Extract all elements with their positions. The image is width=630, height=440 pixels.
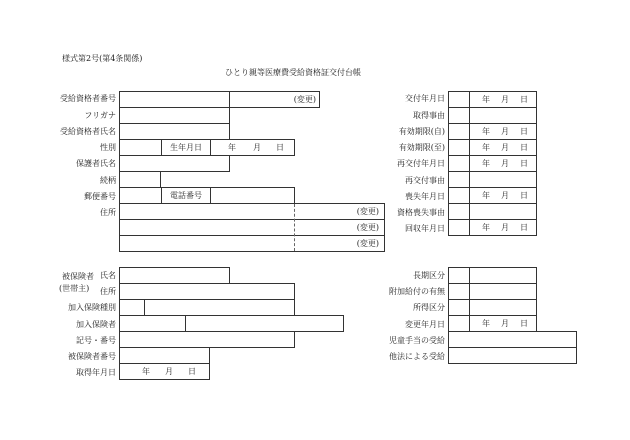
field-income-class[interactable] (448, 299, 537, 316)
label-loss-reason: 資格喪失事由 (397, 208, 445, 217)
label-valid-to: 有効期限(至) (398, 143, 445, 152)
field-reissue-reason[interactable] (448, 171, 537, 188)
month-unit: 月 (501, 191, 509, 200)
label-recipient-name: 受給資格者氏名 (60, 127, 116, 136)
divider (469, 188, 470, 203)
year-unit: 年 (482, 191, 490, 200)
label-relationship: 続柄 (100, 176, 116, 185)
field-recipient-number[interactable] (119, 91, 230, 108)
label-phone: 電話番号 (170, 191, 202, 200)
label-supplementary-benefit: 附加給付の有無 (389, 287, 445, 296)
day-unit: 日 (520, 143, 528, 152)
change-label: (変更) (356, 207, 379, 216)
field-symbol-number[interactable] (119, 331, 295, 348)
day-unit: 日 (520, 223, 528, 232)
label-insurance-type: 加入保険種別 (68, 303, 116, 312)
label-recipient-number: 受給資格者番号 (60, 94, 116, 103)
label-birthdate: 生年月日 (170, 143, 202, 152)
field-gender-birthdate[interactable] (119, 139, 295, 156)
field-insured-name[interactable] (119, 267, 230, 284)
year-unit: 年 (482, 127, 490, 136)
divider (469, 284, 470, 299)
label-loss-date: 喪失年月日 (405, 192, 445, 201)
label-acquisition-reason: 取得事由 (413, 111, 445, 120)
field-reissue-date[interactable] (448, 155, 537, 172)
label-acquisition-date: 取得年月日 (76, 368, 116, 377)
year-unit: 年 (482, 143, 490, 152)
month-unit: 月 (501, 319, 509, 328)
label-furigana: フリガナ (84, 111, 116, 120)
divider (469, 204, 470, 219)
label-other-law-benefit: 他法による受給 (389, 352, 445, 361)
divider (469, 172, 470, 187)
field-insurance-type[interactable] (119, 299, 295, 316)
divider (469, 300, 470, 315)
label-income-class: 所得区分 (413, 303, 445, 312)
field-supplementary-benefit[interactable] (448, 283, 537, 300)
field-insured-number[interactable] (119, 347, 210, 364)
divider (469, 108, 470, 123)
divider (469, 140, 470, 155)
year-unit: 年 (482, 223, 490, 232)
birth-year-unit: 年 (228, 143, 236, 152)
field-acquisition-reason[interactable] (448, 107, 537, 124)
divider (161, 188, 162, 203)
month-unit: 月 (501, 95, 509, 104)
birth-day-unit: 日 (276, 143, 284, 152)
day-unit: 日 (520, 319, 528, 328)
day-unit: 日 (188, 367, 196, 376)
label-insured-name: 氏名 (100, 271, 116, 280)
field-acquisition-date[interactable] (119, 363, 210, 380)
field-valid-from[interactable] (448, 123, 537, 140)
label-symbol-number: 記号・番号 (76, 336, 116, 345)
day-unit: 日 (520, 159, 528, 168)
field-address-3[interactable] (119, 235, 385, 252)
change-label: (変更) (293, 95, 316, 104)
month-unit: 月 (501, 127, 509, 136)
change-label: (変更) (356, 223, 379, 232)
field-child-allowance[interactable] (448, 331, 577, 348)
label-reissue-date: 再交付年月日 (397, 159, 445, 168)
field-guardian-name[interactable] (119, 155, 230, 172)
divider (161, 140, 162, 155)
birth-month-unit: 月 (253, 143, 261, 152)
divider (469, 156, 470, 171)
field-issue-date[interactable] (448, 91, 537, 108)
divider (469, 268, 470, 283)
field-insurer[interactable] (119, 315, 344, 332)
label-change-date: 変更年月日 (405, 320, 445, 329)
divider (210, 188, 211, 203)
label-gender: 性別 (100, 143, 116, 152)
field-insured-address[interactable] (119, 283, 295, 300)
label-child-allowance: 児童手当の受給 (389, 336, 445, 345)
label-valid-from: 有効期限(自) (398, 127, 445, 136)
label-insured-person: 被保険者 (62, 272, 94, 281)
label-address: 住所 (100, 208, 116, 217)
label-issue-date: 交付年月日 (405, 94, 445, 103)
month-unit: 月 (501, 159, 509, 168)
year-unit: 年 (142, 367, 150, 376)
label-insurer: 加入保険者 (76, 320, 116, 329)
day-unit: 日 (520, 127, 528, 136)
label-postal-code: 郵便番号 (84, 192, 116, 201)
year-unit: 年 (482, 319, 490, 328)
year-unit: 年 (482, 95, 490, 104)
field-address-2[interactable] (119, 219, 385, 236)
label-collection-date: 回収年月日 (405, 224, 445, 233)
field-address-1[interactable] (119, 203, 385, 220)
divider (469, 316, 470, 331)
month-unit: 月 (165, 367, 173, 376)
field-change-date[interactable] (448, 315, 537, 332)
field-recipient-name[interactable] (119, 123, 230, 140)
label-household-head: (世帯主) (59, 284, 90, 293)
field-loss-date[interactable] (448, 187, 537, 204)
month-unit: 月 (501, 223, 509, 232)
form-number: 様式第2号(第4条関係) (62, 54, 143, 63)
field-collection-date[interactable] (448, 219, 537, 236)
label-insured-number: 被保険者番号 (68, 352, 116, 361)
field-furigana[interactable] (119, 107, 230, 124)
divider (469, 220, 470, 235)
divider (144, 300, 145, 315)
field-other-law-benefit[interactable] (448, 347, 577, 364)
label-reissue-reason: 再交付事由 (405, 176, 445, 185)
change-label: (変更) (356, 239, 379, 248)
year-unit: 年 (482, 159, 490, 168)
divider (469, 92, 470, 107)
day-unit: 日 (520, 191, 528, 200)
label-insured-address: 住所 (100, 287, 116, 296)
field-long-term[interactable] (448, 267, 537, 284)
field-postal-phone[interactable] (119, 187, 295, 204)
month-unit: 月 (501, 143, 509, 152)
label-guardian-name: 保護者氏名 (76, 159, 116, 168)
field-loss-reason[interactable] (448, 203, 537, 220)
field-relationship[interactable] (119, 171, 161, 188)
divider (185, 316, 186, 331)
form-title: ひとり親等医療費受給資格証交付台帳 (225, 68, 361, 77)
address-dashed-divider (294, 204, 295, 251)
label-long-term: 長期区分 (413, 271, 445, 280)
field-valid-to[interactable] (448, 139, 537, 156)
divider (210, 140, 211, 155)
field-recipient-number-change[interactable] (229, 91, 320, 108)
divider (469, 124, 470, 139)
day-unit: 日 (520, 95, 528, 104)
